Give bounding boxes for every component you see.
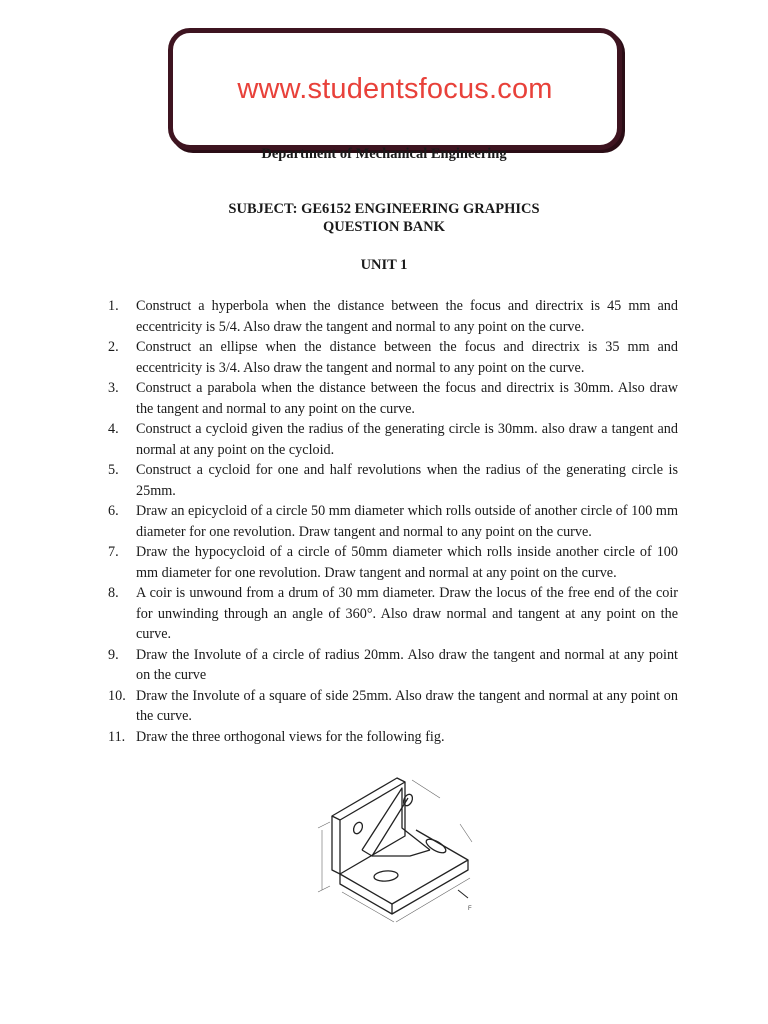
website-banner [168, 28, 622, 150]
question-list [108, 296, 678, 747]
hole [352, 821, 364, 835]
question-number: 1. [108, 298, 119, 314]
banner-url[interactable]: www.studentsfocus.com [237, 73, 553, 105]
question-number: 11. [108, 728, 126, 745]
question-text: Draw the Involute of a square of side 25mm. Also draw the tangent and normal at any point on the curve. [136, 687, 678, 724]
question-item [108, 501, 678, 542]
subject-heading: SUBJECT: GE6152 ENGINEERING GRAPHICS [228, 201, 540, 217]
question-text: Construct an ellipse when the distance between the focus and directrix is 35 mm and eccentricity is 3/4. Also draw the tangent and normal to any point on the curve. [136, 339, 678, 376]
question-text: Draw the Involute of a circle of radius 20mm. Also draw the tangent and normal at any point on the curve [136, 646, 678, 683]
department-heading: Department of Mechanical Engineering [261, 146, 507, 162]
question-item [108, 337, 678, 378]
question-item [108, 419, 678, 460]
question-number: 5. [108, 462, 119, 478]
question-text: A coir is unwound from a drum of 30 mm diameter. Draw the locus of the free end of the coir for unwinding through an angle of 360°. Also draw normal and tangent at any point on the curve. [136, 585, 678, 642]
question-item [108, 542, 678, 583]
question-number: 3. [108, 380, 119, 396]
question-number: 8. [108, 585, 119, 601]
question-item [108, 583, 678, 645]
question-item [108, 686, 678, 727]
question-text: Construct a hyperbola when the distance between the focus and directrix is 45 mm and eccentricity is 5/4. Also draw the tangent and normal to any point on the curve. [136, 298, 678, 335]
question-item [108, 645, 678, 686]
question-text: Construct a cycloid given the radius of the generating circle is 30mm. also draw a tangent and normal at any point on the cycloid. [136, 421, 678, 458]
question-text: Construct a parabola when the distance between the focus and directrix is 30mm. Also draw the tangent and normal to any point on the curve. [136, 380, 678, 417]
question-item [108, 460, 678, 501]
question-number: 6. [108, 503, 119, 519]
slot [374, 870, 399, 882]
unit-heading: UNIT 1 [360, 257, 408, 273]
figure-label: F [468, 906, 472, 912]
question-item [108, 727, 678, 748]
question-number: 2. [108, 339, 119, 355]
question-item [108, 378, 678, 419]
question-number: 9. [108, 646, 119, 663]
question-text: Draw an epicycloid of a circle 50 mm diameter which rolls outside of another circle of 100 mm diameter for one revolution. Draw tangent and normal to any point on the curve. [136, 503, 678, 540]
question-text: Draw the hypocycloid of a circle of 50mm diameter which rolls inside another circle of 100 mm diameter for one revolution. Draw tangent and normal at any point on the curve. [136, 544, 678, 581]
question-number: 4. [108, 421, 119, 437]
question-text: Construct a cycloid for one and half revolutions when the radius of the generating circle is 25mm. [136, 462, 678, 499]
doc-type-heading: QUESTION BANK [322, 219, 446, 235]
question-item [108, 296, 678, 337]
question-text: Draw the three orthogonal views for the following fig. [136, 728, 445, 745]
back-plate-top [332, 778, 405, 820]
question-number: 7. [108, 544, 119, 560]
base-plate [340, 830, 468, 904]
isometric-bracket-figure [300, 772, 500, 932]
back-plate [340, 782, 405, 874]
question-number: 10. [108, 687, 126, 704]
